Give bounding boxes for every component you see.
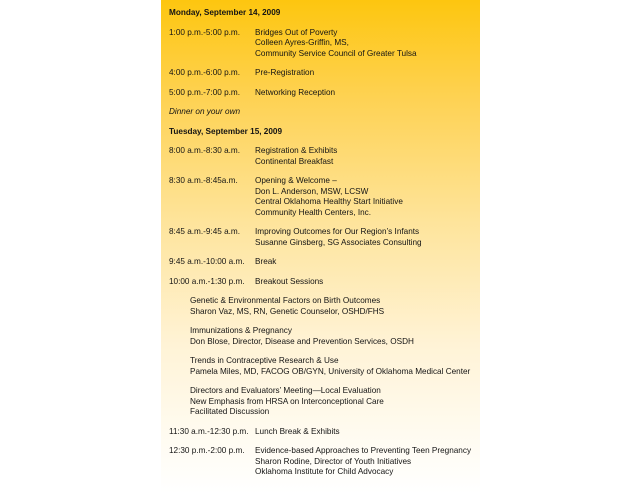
agenda-entry <box>169 146 474 167</box>
entry-line: Community Health Centers, Inc. <box>255 207 372 217</box>
agenda-entry <box>169 88 474 99</box>
entry-line: Breakout Sessions <box>255 276 324 286</box>
entry-line: Evidence-based Approaches to Preventing Teen Pregnancy <box>255 446 472 455</box>
entry-time: 1:00 p.m.-5:00 p.m. <box>169 27 240 37</box>
breakout-line: Sharon Vaz, MS, RN, Genetic Counselor, OSHD/FHS <box>190 306 385 316</box>
breakout-line: New Emphasis from HRSA on Interconceptional Care <box>190 396 384 406</box>
entry-description <box>255 68 474 79</box>
breakout-line: Don Blose, Director, Disease and Prevention Services, OSDH <box>190 336 414 346</box>
entry-line: Sharon Rodine, Director of Youth Initiatives <box>255 456 412 466</box>
agenda-entry <box>169 227 474 248</box>
entry-time: 11:30 a.m.-12:30 p.m. <box>169 426 249 436</box>
entry-time: 5:00 p.m.-7:00 p.m. <box>169 87 240 97</box>
entry-line: Improving Outcomes for Our Region’s Infants <box>255 227 420 236</box>
entry-line: Pre-Registration <box>255 68 315 77</box>
agenda-page <box>161 0 480 493</box>
entry-description <box>255 257 474 268</box>
entry-line: Don L. Anderson, MSW, LCSW <box>255 186 369 196</box>
entry-line: Colleen Ayres-Griffin, MS, <box>255 38 349 47</box>
agenda-entry <box>169 277 474 288</box>
entry-description <box>255 446 474 478</box>
dinner-note: Dinner on your own <box>169 107 240 116</box>
entry-description <box>255 146 474 167</box>
entry-line: Central Oklahoma Healthy Start Initiative <box>255 197 403 206</box>
agenda-entry <box>169 446 474 478</box>
entry-time: 8:00 a.m.-8:30 a.m. <box>169 146 240 155</box>
breakout-line: Pamela Miles, MD, FACOG OB/GYN, University of Oklahoma Medical Center <box>190 366 471 376</box>
entry-line: Registration & Exhibits <box>255 146 338 155</box>
entry-line: Lunch Break & Exhibits <box>255 426 340 436</box>
entry-line: Susanne Ginsberg, SG Associates Consulting <box>255 237 422 247</box>
breakout-line: Directors and Evaluators’ Meeting—Local Evaluation <box>190 386 381 395</box>
entry-description <box>255 28 474 60</box>
breakout-session <box>190 296 474 317</box>
agenda-entry <box>169 257 474 268</box>
entry-description <box>255 176 474 218</box>
breakout-line: Genetic & Environmental Factors on Birth Outcomes <box>190 296 381 305</box>
breakout-line: Immunizations & Pregnancy <box>190 326 292 335</box>
breakout-session <box>190 386 474 418</box>
entry-time: 12:30 p.m.-2:00 p.m. <box>169 446 245 455</box>
day-heading-tuesday: Tuesday, September 15, 2009 <box>169 126 283 136</box>
entry-description <box>255 88 474 99</box>
entry-line: Continental Breakfast <box>255 156 334 166</box>
entry-description <box>255 277 474 288</box>
agenda-content <box>169 8 474 478</box>
entry-time: 8:30 a.m.-8:45a.m. <box>169 176 238 185</box>
entry-line: Community Service Council of Greater Tulsa <box>255 48 417 58</box>
entry-line: Oklahoma Institute for Child Advocacy <box>255 467 394 476</box>
entry-line: Opening & Welcome – <box>255 176 337 185</box>
breakout-session <box>190 326 474 347</box>
entry-line: Networking Reception <box>255 87 336 97</box>
entry-line: Break <box>255 257 277 266</box>
agenda-entry <box>169 176 474 218</box>
entry-description <box>255 227 474 248</box>
entry-line: Bridges Out of Poverty <box>255 27 338 37</box>
entry-time: 8:45 a.m.-9:45 a.m. <box>169 227 240 236</box>
entry-description <box>255 427 474 438</box>
entry-time: 10:00 a.m.-1:30 p.m. <box>169 276 245 286</box>
agenda-entry <box>169 68 474 79</box>
agenda-entry <box>169 28 474 60</box>
entry-time: 4:00 p.m.-6:00 p.m. <box>169 68 240 77</box>
breakout-line: Trends in Contraceptive Research & Use <box>190 356 339 365</box>
agenda-entry <box>169 427 474 438</box>
day-heading-monday: Monday, September 14, 2009 <box>169 8 281 17</box>
breakout-line: Facilitated Discussion <box>190 407 270 416</box>
entry-time: 9:45 a.m.-10:00 a.m. <box>169 257 245 266</box>
breakout-session <box>190 356 474 377</box>
